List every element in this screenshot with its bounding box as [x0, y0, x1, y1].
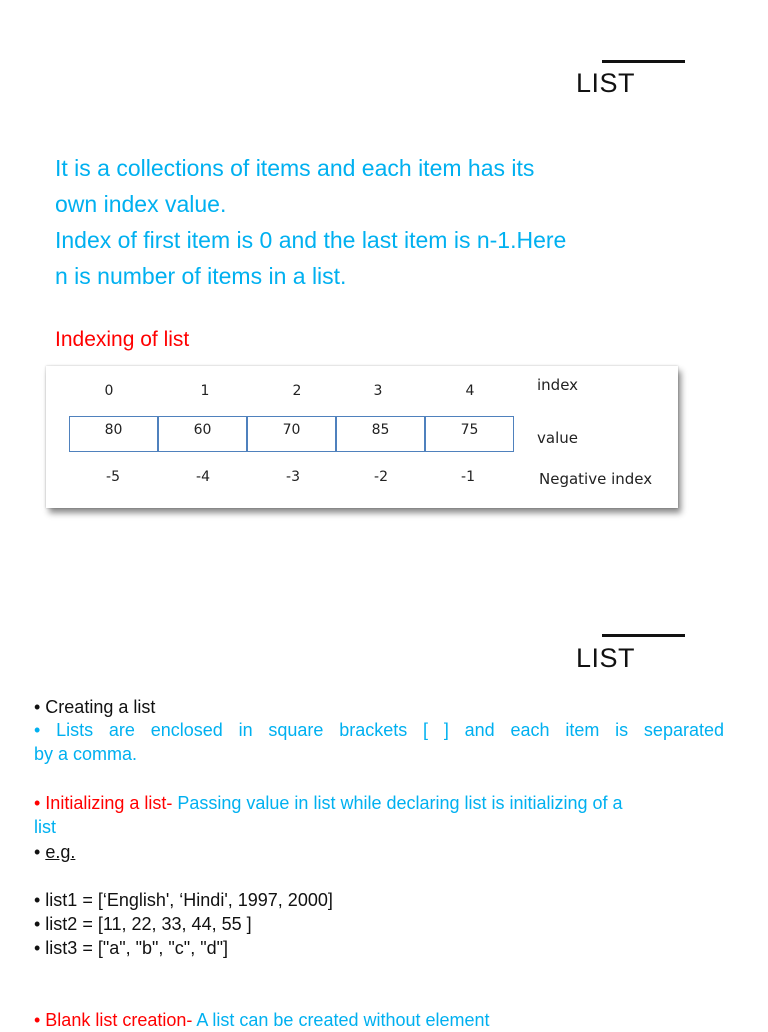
value-cell: 60: [158, 416, 247, 452]
index-number: 0: [104, 383, 114, 399]
initializing-label: • Initializing a list-: [34, 793, 173, 813]
negative-index-number: -4: [196, 469, 210, 485]
intro-line: It is a collections of items and each item has its: [55, 155, 535, 181]
example-heading: [34, 840, 724, 864]
value-cell: 75: [425, 416, 514, 452]
value-cell: 70: [247, 416, 336, 452]
indexing-figure: [46, 366, 678, 508]
example-item: • list1 = [‘English', ‘Hindi', 1997, 2000]: [34, 890, 333, 910]
index-number: 2: [292, 383, 302, 399]
index-number: 1: [200, 383, 210, 399]
slide-title: LIST: [576, 68, 636, 98]
negative-index-number: -1: [461, 469, 475, 485]
intro-line: own index value.: [55, 191, 227, 217]
intro-line: Index of first item is 0 and the last item is n-1.Here: [55, 227, 567, 253]
blank-list-label: • Blank list creation-: [34, 1010, 193, 1030]
enclosed-line: by a comma.: [34, 744, 138, 764]
index-label: index: [537, 376, 579, 394]
value-cell: 80: [69, 416, 158, 452]
intro-line: n is number of items in a list.: [55, 263, 347, 289]
slide-title: LIST: [576, 643, 636, 673]
section-label: Indexing of list: [55, 328, 190, 351]
enclosed-line: • Lists are enclosed in square brackets [ ] and each item is separated: [34, 720, 724, 740]
title-overline: [602, 60, 685, 63]
negative-index-number: -2: [374, 469, 388, 485]
index-number: 4: [465, 383, 475, 399]
initializing-text: Passing value in list while declaring list is initializing of a: [172, 793, 623, 813]
index-number: 3: [373, 383, 383, 399]
negative-index-number: -5: [106, 469, 120, 485]
blank-list-line: [34, 1008, 724, 1032]
negative-index-number: -3: [286, 469, 300, 485]
example-bullet: •: [34, 842, 46, 862]
initializing-line: [34, 791, 724, 815]
example-item: • list3 = ["a", "b", "c", "d"]: [34, 938, 228, 958]
example-label: e.g.: [45, 842, 76, 862]
creating-list-bullet: • Creating a list: [34, 697, 156, 717]
value-cell: 85: [336, 416, 425, 452]
value-label: value: [537, 429, 578, 447]
blank-list-text: A list can be created without element: [192, 1010, 490, 1030]
title-overline: [602, 634, 685, 637]
intro-paragraph: [55, 150, 566, 294]
negative-index-label: Negative index: [539, 470, 653, 488]
example-item: • list2 = [11, 22, 33, 44, 55 ]: [34, 914, 252, 934]
initializing-line: list: [34, 817, 56, 837]
